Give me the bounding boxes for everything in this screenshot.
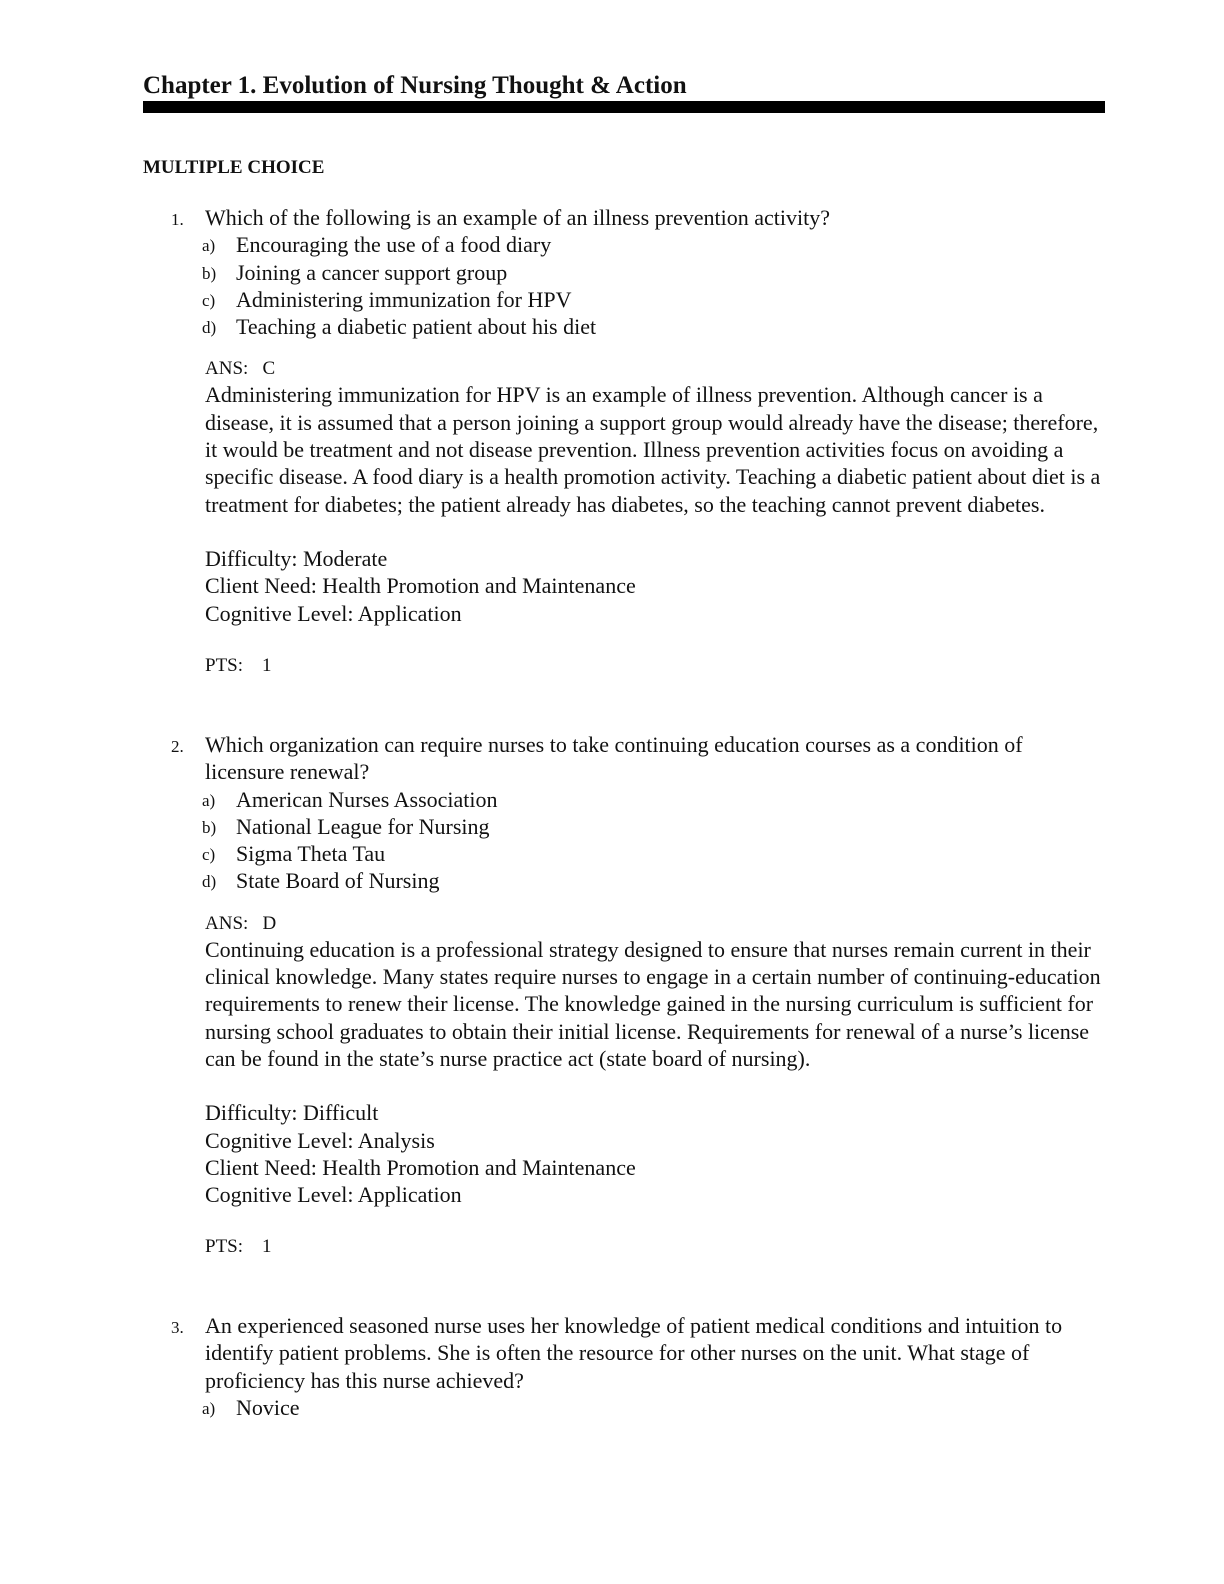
question-stem: An experienced seasoned nurse uses her knowledge of patient medical conditions and intuition to identify patient problems. She is often the resource for other nurses on the unit. What stage of proficiency has this nurse achieved? — [205, 1313, 1063, 1393]
answer-block — [205, 911, 1105, 1260]
answer-rationale: Continuing education is a professional strategy designed to ensure that nurses remain current in their clinical knowledge. Many states require nurses to engage in a certain number of continuing-education requirements to renew their license. The knowledge gained in the nursing curriculum is sufficient for nursing school graduates to obtain their initial license. Requirements for renewal of a nurse’s license can be found in the state’s nurse practice act (state board of nursing). — [205, 936, 1101, 1071]
option-a — [143, 231, 1105, 258]
option-a — [143, 1394, 1105, 1421]
option-text: Novice — [236, 1394, 300, 1420]
question-3 — [143, 1312, 1105, 1421]
chapter-title: Chapter 1. Evolution of Nursing Thought & Action — [143, 72, 687, 99]
option-text: National League for Nursing — [236, 813, 490, 839]
question-metadata — [205, 1099, 1105, 1208]
option-list — [143, 786, 1105, 895]
option-letter: d) — [202, 318, 217, 338]
option-list — [143, 231, 1105, 340]
option-letter: d) — [202, 872, 217, 892]
answer-label: ANS: — [205, 358, 249, 380]
points-line — [205, 653, 1105, 678]
answer-line — [205, 911, 1105, 936]
option-letter: a) — [202, 790, 216, 810]
option-d — [143, 867, 1105, 894]
option-text: Encouraging the use of a food diary — [236, 232, 552, 258]
points-label: PTS: — [205, 1236, 244, 1258]
section-heading: MULTIPLE CHOICE — [143, 157, 325, 178]
answer-value: D — [262, 912, 277, 934]
option-text: Sigma Theta Tau — [236, 841, 386, 867]
difficulty: Difficulty: Moderate — [205, 545, 388, 571]
question-number: 1. — [171, 210, 184, 229]
title-rule — [143, 101, 1105, 113]
option-letter: a) — [202, 236, 216, 256]
answer-rationale: Administering immunization for HPV is an example of illness prevention. Although cancer is a disease, it is assumed that a person joining a support group would already have the disease; therefore, it would be treatment and not disease prevention. Illness prevention activities focus on avoiding a specific disease. A food diary is a health promotion activity. Teaching a diabetic patient about diet is a treatment for diabetes; the patient already has diabetes, so the teaching cannot prevent diabetes. — [205, 382, 1101, 517]
option-letter: b) — [202, 817, 217, 837]
cognitive-level: Cognitive Level: Analysis — [205, 1127, 435, 1153]
option-list — [143, 1394, 1105, 1421]
question-stem: Which of the following is an example of an illness prevention activity? — [205, 205, 830, 230]
answer-value: C — [262, 358, 276, 380]
client-need: Client Need: Health Promotion and Maintenance — [205, 573, 636, 599]
option-text: American Nurses Association — [236, 786, 498, 812]
option-letter: c) — [202, 845, 216, 865]
points-value: 1 — [262, 1236, 272, 1258]
question-2 — [143, 731, 1105, 1259]
points-label: PTS: — [205, 654, 244, 676]
cognitive-level: Cognitive Level: Application — [205, 1182, 462, 1208]
option-c — [143, 286, 1105, 313]
points-value: 1 — [262, 654, 272, 676]
option-a — [143, 786, 1105, 813]
answer-block — [205, 356, 1105, 677]
option-letter: b) — [202, 263, 217, 283]
answer-label: ANS: — [205, 912, 249, 934]
option-c — [143, 840, 1105, 867]
option-letter: a) — [202, 1398, 216, 1418]
client-need: Client Need: Health Promotion and Maintenance — [205, 1154, 636, 1180]
option-text: Administering immunization for HPV — [236, 286, 572, 312]
difficulty: Difficulty: Difficult — [205, 1100, 379, 1126]
option-d — [143, 313, 1105, 340]
cognitive-level: Cognitive Level: Application — [205, 600, 462, 626]
option-text: State Board of Nursing — [236, 868, 440, 894]
option-b — [143, 259, 1105, 286]
question-number: 2. — [171, 737, 184, 756]
question-1 — [143, 204, 1105, 678]
points-line — [205, 1234, 1105, 1259]
option-text: Joining a cancer support group — [236, 259, 508, 285]
question-stem: Which organization can require nurses to take continuing education courses as a condition of licensure renewal? — [205, 732, 1023, 785]
option-text: Teaching a diabetic patient about his diet — [236, 314, 597, 340]
question-number: 3. — [171, 1318, 184, 1337]
option-b — [143, 813, 1105, 840]
option-letter: c) — [202, 290, 216, 310]
question-metadata — [205, 545, 1105, 627]
answer-line — [205, 356, 1105, 381]
